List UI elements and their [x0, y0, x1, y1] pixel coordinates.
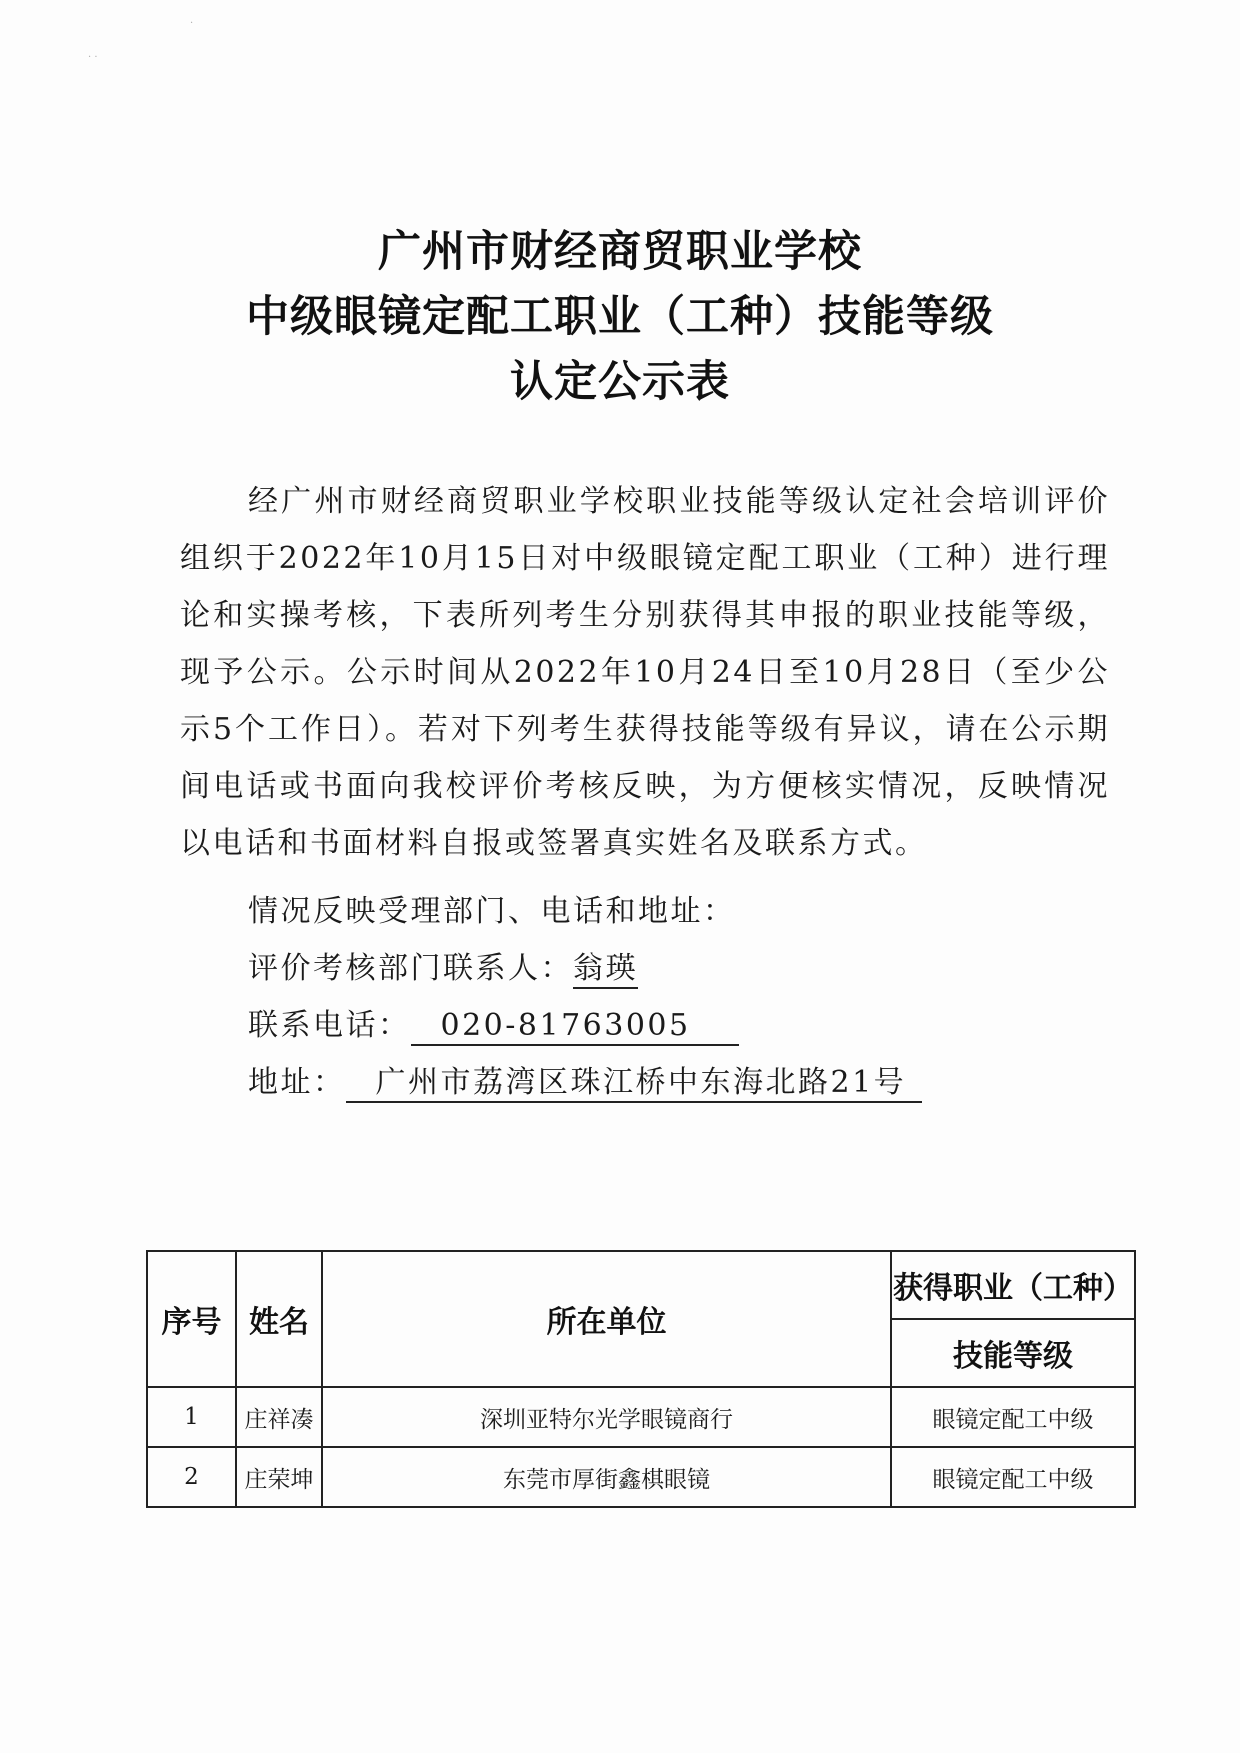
- contact-phone-label: 联系电话：: [248, 1008, 411, 1043]
- cell-name: 庄荣坤: [236, 1447, 322, 1507]
- scan-speck: ·: [190, 18, 194, 29]
- cell-unit: 东莞市厚街鑫棋眼镜: [322, 1447, 891, 1507]
- cell-index: 2: [147, 1447, 236, 1507]
- contact-address-value: 广州市荔湾区珠江桥中东海北路21号: [346, 1065, 923, 1103]
- table-header-row: [147, 1251, 1135, 1319]
- contact-phone-value: 020-81763005: [411, 1008, 739, 1046]
- cell-unit: 深圳亚特尔光学眼镜商行: [322, 1387, 891, 1447]
- contact-phone-row: [248, 1000, 739, 1046]
- header-unit: 所在单位: [322, 1251, 891, 1387]
- contact-person-row: [248, 943, 638, 989]
- contact-person-label: 评价考核部门联系人：: [248, 951, 573, 986]
- title-notice: 认定公示表: [510, 357, 730, 407]
- scan-speck: · ·: [88, 52, 98, 63]
- title-occupation: 中级眼镜定配工职业（工种）技能等级: [246, 292, 994, 342]
- table-row: [147, 1387, 1135, 1447]
- contact-person-value: 翁瑛: [573, 951, 638, 989]
- notice-paragraph: 经广州市财经商贸职业学校职业技能等级认定社会培训评价组织于2022年10月15日对中级眼镜定配工职业（工种）进行理论和实操考核，下表所列考生分别获得其申报的职业技能等级，现予公示。公示时间从2022年10月24日至10月28日（至少公示5个工作日）。若对下列考生获得技能等级有异议，请在公示期间电话或书面向我校评价考核反映，为方便核实情况，反映情况以电话和书面材料自报或签署真实姓名及联系方式。: [180, 484, 1110, 861]
- cell-name: 庄祥凑: [236, 1387, 322, 1447]
- table-row: [147, 1447, 1135, 1507]
- header-index: 序号: [147, 1251, 236, 1387]
- cell-index: 1: [147, 1387, 236, 1447]
- cell-level: 眼镜定配工中级: [891, 1387, 1135, 1447]
- header-occupation: 获得职业（工种）: [891, 1251, 1135, 1319]
- contact-intro: 情况反映受理部门、电话和地址：: [248, 894, 736, 929]
- title-school: 广州市财经商贸职业学校: [378, 227, 862, 277]
- contact-address-row: [248, 1057, 922, 1103]
- header-level: 技能等级: [891, 1319, 1135, 1387]
- roster-table: [146, 1250, 1136, 1508]
- header-name: 姓名: [236, 1251, 322, 1387]
- cell-level: 眼镜定配工中级: [891, 1447, 1135, 1507]
- contact-address-label: 地址：: [248, 1065, 346, 1100]
